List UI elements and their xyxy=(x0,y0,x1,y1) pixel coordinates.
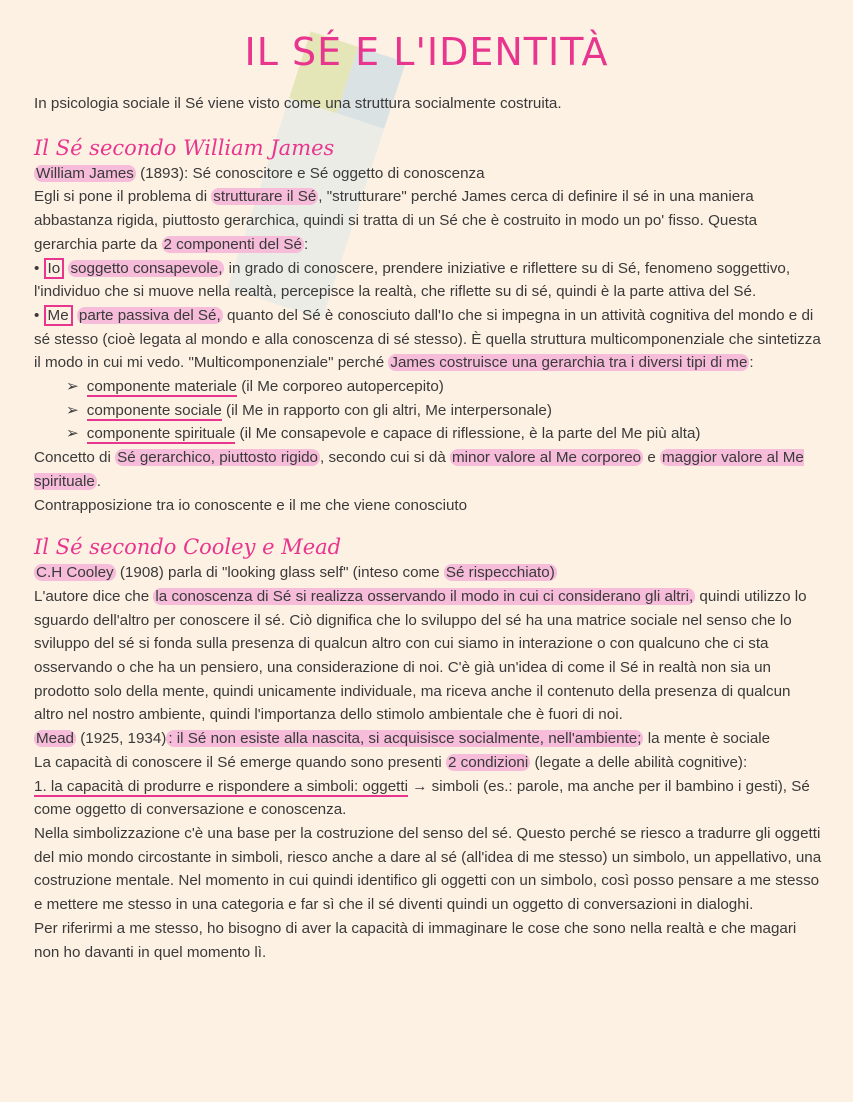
highlight-minor-valore: minor valore al Me corporeo xyxy=(452,449,642,467)
component-desc: (il Me consapevole e capace di riflessione, è la parte del Me più alta) xyxy=(235,425,701,443)
highlight-2-componenti: 2 componenti del Sé xyxy=(163,235,302,253)
highlight-se-rispecchiato: Sé rispecchiato) xyxy=(445,564,555,582)
text: → simboli (es.: parole, ma anche per il bambino i gesti), Sé come oggetto di conversazione e conoscenza. xyxy=(34,777,810,819)
text: quanto del Sé è conosciuto dall'Io che si impegna in un attività cognitiva del mondo e di sé stesso (cioè legata al mondo e alla conoscenza di sé stesso). È quella struttura multicomponenziale che sintetizza il modo in cui mi vedo. "Multicomponenziale" perché xyxy=(34,306,821,372)
highlight-parte-passiva: parte passiva del Sé, xyxy=(78,306,221,324)
highlight-strutturare: strutturare il Sé xyxy=(213,188,317,206)
section-heading-cooley-mead: Il Sé secondo Cooley e Mead xyxy=(34,535,342,560)
text: . xyxy=(96,472,102,490)
document-body xyxy=(34,92,824,964)
text: (legate a delle abilità cognitive): xyxy=(530,753,748,771)
component-name: componente spirituale xyxy=(86,425,236,443)
cooley-line xyxy=(34,561,824,585)
underlined-capacita: 1. la capacità di produrre e rispondere a simboli: oggetti xyxy=(34,777,408,795)
text: (1925, 1934) xyxy=(76,730,167,748)
highlight-conoscenza: la conoscenza di Sé si realizza osservando il modo in cui ci considerano gli altri, xyxy=(155,587,694,605)
component-desc: (il Me corporeo autopercepito) xyxy=(237,378,444,396)
text: in grado di conoscere, prendere iniziative e riflettere su di Sé, fenomeno soggettivo, l'individuo che si muove nella realtà, percepisce la realtà, che riflette su di sé, quindi è la parte attiva del Sé. xyxy=(34,259,791,301)
text: , secondo cui si dà xyxy=(320,449,451,467)
highlight-mead: Mead xyxy=(36,730,74,748)
component-name: componente materiale xyxy=(86,378,238,396)
list-item xyxy=(66,375,824,399)
simboli-paragraph xyxy=(34,775,824,822)
highlight-william-james: William James xyxy=(36,164,134,182)
capacita-line xyxy=(34,751,824,775)
text: quindi utilizzo lo sguardo dell'altro per conoscere il sé. Ciò dignifica che lo sviluppo del sé ha una matrice sociale nel senso che lo sviluppo del sé si fonda sulla presenza di qualcun altro con cui siamo in interazione o con qualcuno che ci sta osservando o che ha un pensiero, una considerazione di noi. C'è già un'idea di come il Sé in realtà non sia un prodotto solo della mente, quindi unicamente individuale, ma riceva anche il contenuto della presenza di qualcun altro nel nostro ambiente, quindi l'importanza dello stimolo ambientale che è fuori di noi. xyxy=(34,587,807,724)
riferirmi-paragraph: Per riferirmi a me stesso, ho bisogno di aver la capacità di immaginare le cose che sono nella realtà e che magari non ho davanti in quel momento lì. xyxy=(34,919,797,961)
text: : xyxy=(749,354,754,372)
list-item xyxy=(66,399,824,423)
page-title: IL SÉ E L'IDENTITÀ xyxy=(244,30,609,74)
arrow-icon: ➢ xyxy=(66,401,79,419)
boxed-io: Io xyxy=(44,258,65,279)
james-line xyxy=(34,162,824,186)
james-paragraph xyxy=(34,185,824,256)
bullet: • xyxy=(34,259,44,277)
text: L'autore dice che xyxy=(34,587,154,605)
me-paragraph xyxy=(34,304,824,375)
text: la mente è sociale xyxy=(643,730,771,748)
components-list xyxy=(34,375,824,446)
highlight-gerarchia: James costruisce una gerarchia tra i diversi tipi di me xyxy=(390,354,748,372)
highlight-2-condizioni: 2 condizioni xyxy=(448,753,529,771)
boxed-me: Me xyxy=(44,305,73,326)
highlight-maggior-valore: maggior valore al Me spirituale xyxy=(34,449,804,490)
text: La capacità di conoscere il Sé emerge quando sono presenti xyxy=(34,753,447,771)
highlight-mead-quote: : il Sé non esiste alla nascita, si acquisisce socialmente, nell'ambiente; xyxy=(168,730,642,748)
text: : xyxy=(303,235,309,253)
component-name: componente sociale xyxy=(86,401,222,419)
arrow-icon: ➢ xyxy=(66,378,79,396)
mead-line xyxy=(34,727,824,751)
cooley-paragraph xyxy=(34,585,824,727)
highlight-cooley: C.H Cooley xyxy=(36,564,114,582)
text: , "strutturare" perché James cerca di definire il sé in una maniera abbastanza rigida, piuttosto gerarchica, quindi si tratta di un Sé che è costruito in modo un po' fisso. Questa gerarchia parte da xyxy=(34,188,758,253)
text: (1908) parla di "looking glass self" (inteso come xyxy=(115,564,444,582)
component-desc: (il Me in rapporto con gli altri, Me interpersonale) xyxy=(221,401,552,419)
james-date-text: (1893): Sé conoscitore e Sé oggetto di conoscenza xyxy=(135,164,485,182)
contrapposizione-line: Contrapposizione tra io conoscente e il me che viene conosciuto xyxy=(34,496,468,514)
highlight-soggetto-consapevole: soggetto consapevole, xyxy=(70,259,223,277)
arrow-icon: ➢ xyxy=(66,425,79,443)
list-item xyxy=(66,422,824,446)
text: Egli si pone il problema di xyxy=(34,188,212,206)
intro-paragraph: In psicologia sociale il Sé viene visto come una struttura socialmente costruita. xyxy=(34,95,562,112)
section-heading-james: Il Sé secondo William James xyxy=(34,135,335,160)
text: e xyxy=(643,449,660,467)
text: Concetto di xyxy=(34,449,116,467)
bullet: • xyxy=(34,306,44,324)
simbolizzazione-paragraph: Nella simbolizzazione c'è una base per la costruzione del senso del sé. Questo perché se riesco a tradurre gli oggetti del mio mondo circostante in simboli, riesco anche a dare al sé (all'idea di me stesso) un simbolo, un appellativo, una costruzione mentale. Nel momento in cui quindi identifico gli oggetti con un simbolo, così posso pensare a me stesso e mettere me stesso in una categoria e far sì che il sé diventi quindi un oggetto di conversazioni in dialoghi. xyxy=(34,824,822,914)
highlight-se-gerarchico: Sé gerarchico, piuttosto rigido xyxy=(117,449,318,467)
io-paragraph xyxy=(34,257,824,304)
concetto-paragraph xyxy=(34,446,824,493)
